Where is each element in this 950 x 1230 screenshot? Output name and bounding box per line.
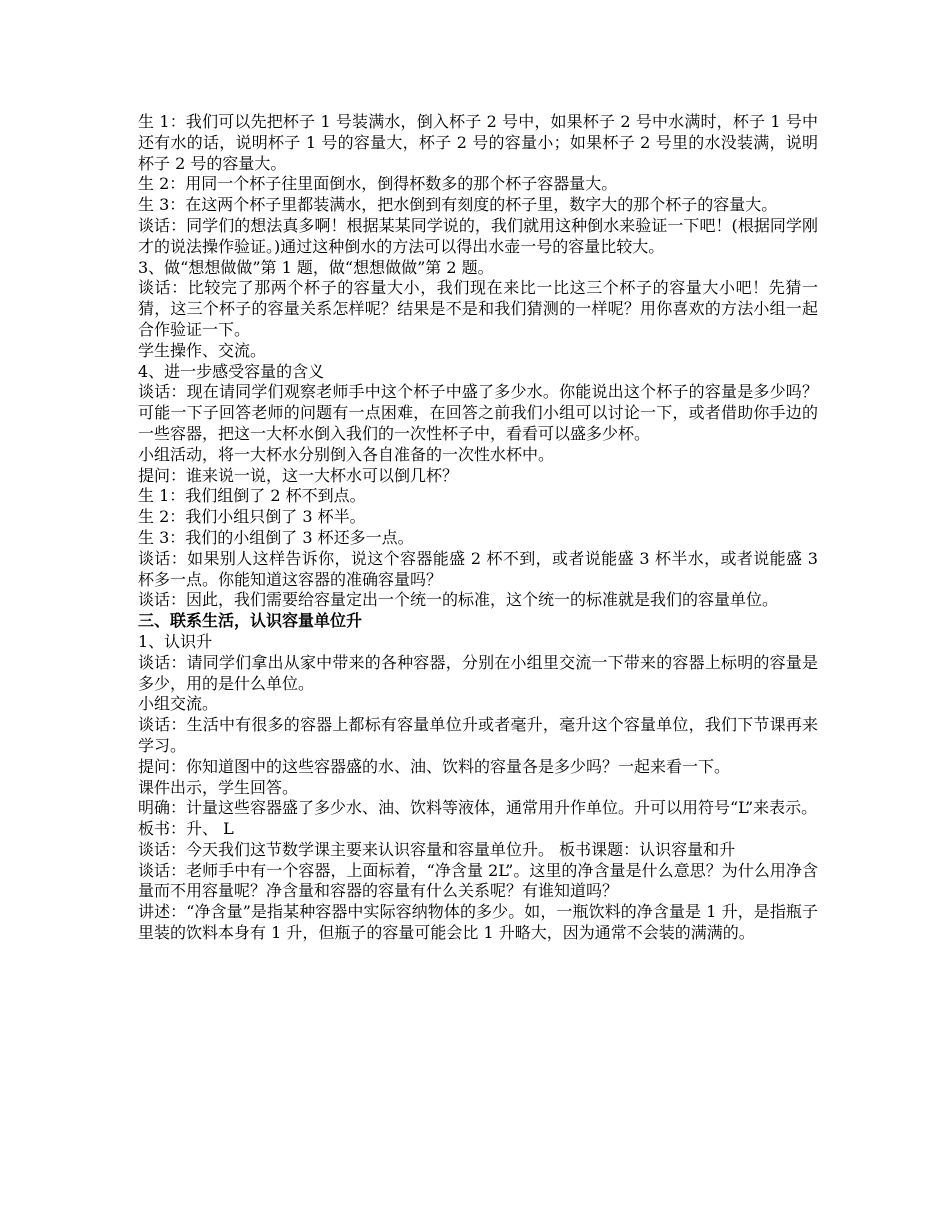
paragraph-talk-topic: 谈话：今天我们这节数学课主要来认识容量和容量单位升。 板书课题：认识容量和升 [138, 839, 736, 859]
paragraph-group-activity: 小组活动，将一大杯水分别倒入各自准备的一次性水杯中。 [138, 444, 555, 464]
paragraph-talk-units: 谈话：生活中有很多的容器上都标有容量单位升或者毫升，毫升这个容量单位，我们下节课再来学习。 [138, 715, 818, 755]
paragraph-student3-answer: 生 3：在这两个杯子里都装满水，把水倒到有刻度的杯子里，数字大的那个杯子的容量大。 [138, 195, 778, 215]
paragraph-explain-net-content: 讲述：“净含量”是指某种容器中实际容纳物体的多少。如，一瓶饮料的净含量是 1 升，是指瓶子里装的饮料本身有 1 升，但瓶子的容量可能会比 1 升略大，因为通常不会装的满满的。 [138, 902, 818, 943]
paragraph-answer3: 生 3：我们的小组倒了 3 杯还多一点。 [138, 527, 414, 547]
paragraph-talk-verify: 谈话：同学们的想法真多啊！根据某某同学说的，我们就用这种倒水来验证一下吧！(根据同学刚才的说法操作验证。)通过这种倒水的方法可以得出水壶一号的容量比较大。 [138, 215, 818, 256]
paragraph-talk-standard: 谈话：因此，我们需要给容量定出一个统一的标准，这个统一的标准就是我们的容量单位。 [138, 590, 779, 610]
paragraph-clarify: 明确：计量这些容器盛了多少水、油、饮料等液体，通常用升作单位。升可以用符号“L”来表示。 [138, 798, 818, 818]
paragraph-step4: 4、进一步感受容量的含义 [138, 361, 325, 381]
paragraph-question-cups: 提问：谁来说一说，这一大杯水可以倒几杯？ [138, 465, 459, 485]
paragraph-step3: 3、做“想想做做”第 1 题，做“想想做做”第 2 题。 [138, 257, 494, 277]
paragraph-talk-containers: 谈话：请同学们拿出从家中带来的各种容器，分别在小组里交流一下带来的容器上标明的容量是多少，用的是什么单位。 [138, 652, 818, 693]
paragraph-step1-liter: 1、认识升 [138, 631, 213, 651]
paragraph-question-picture: 提问：你知道图中的这些容器盛的水、油、饮料的容量各是多少吗？一起来看一下。 [138, 756, 731, 776]
paragraph-students-operate: 学生操作、交流。 [138, 340, 267, 360]
paragraph-talk-observe-cup: 谈话：现在请同学们观察老师手中这个杯子中盛了多少水。你能说出这个杯子的容量是多少吗？可能一下子回答老师的问题有一点困难，在回答之前我们小组可以讨论一下，或者借助你手边的一些容器，把这一大杯水倒入我们的一次性杯子中，看看可以盛多少杯。 [138, 382, 818, 443]
document-page [138, 112, 818, 944]
paragraph-group-exchange: 小组交流。 [138, 694, 219, 714]
paragraph-answer2: 生 2：我们小组只倒了 3 杯半。 [138, 507, 366, 527]
paragraph-talk-net-content: 谈话：老师手中有一个容器，上面标着，“净含量 2L”。这里的净含量是什么意思？为什么用净含量而不用容量呢？净含量和容器的容量有什么关系呢？有谁知道吗？ [138, 860, 818, 901]
paragraph-courseware: 课件出示，学生回答。 [138, 777, 299, 797]
paragraph-student1-answer: 生 1：我们可以先把杯子 1 号装满水，倒入杯子 2 号中，如果杯子 2 号中水满时，杯子 1 号中还有水的话，说明杯子 1 号的容量大，杯子 2 号的容量小；如果杯子 2 号里的水没装满，说明杯子 2 号的容量大。 [138, 112, 818, 173]
paragraph-student2-answer: 生 2：用同一个杯子往里面倒水，倒得杯数多的那个杯子容器量大。 [138, 174, 618, 194]
paragraph-talk-accuracy: 谈话：如果别人这样告诉你，说这个容器能盛 2 杯不到，或者说能盛 3 杯半水，或者说能盛 3 杯多一点。你能知道这容器的准确容量吗？ [138, 548, 818, 589]
paragraph-answer1: 生 1：我们组倒了 2 杯不到点。 [138, 486, 366, 506]
paragraph-talk-compare-three: 谈话：比较完了那两个杯子的容量大小，我们现在来比一比这三个杯子的容量大小吧！先猜一猜，这三个杯子的容量关系怎样呢？结果是不是和我们猜测的一样呢？用你喜欢的方法小组一起合作验证一下。 [138, 278, 818, 339]
paragraph-board-writing: 板书：升、 L [138, 819, 234, 839]
section-heading: 三、联系生活，认识容量单位升 [138, 611, 363, 631]
